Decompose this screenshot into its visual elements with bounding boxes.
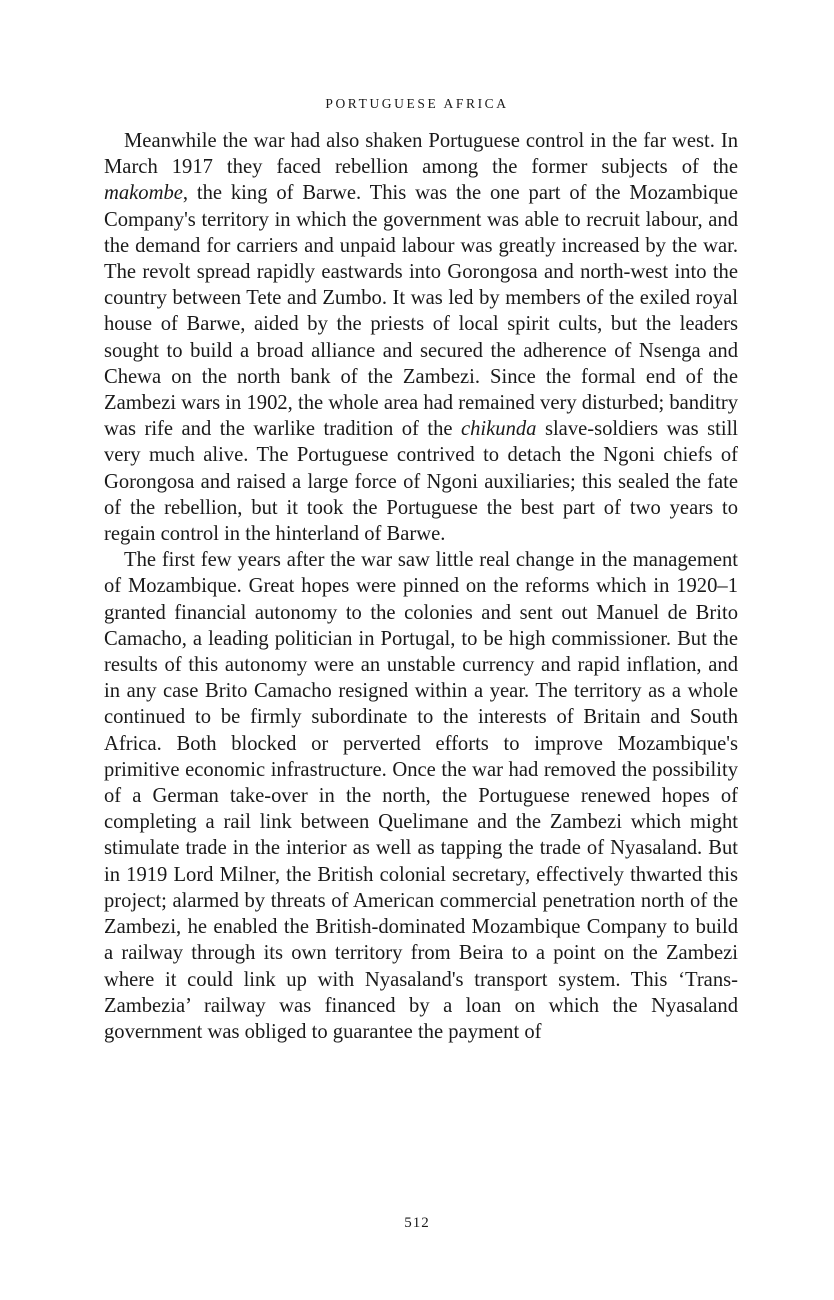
running-head: PORTUGUESE AFRICA — [325, 96, 509, 111]
italic-term-makombe: makombe — [104, 182, 183, 205]
italic-term-chikunda: chikunda — [460, 418, 537, 441]
paragraph-1 — [104, 128, 738, 547]
paragraph-1-text-2: , the king of Barwe. This was the one part of the Mozambique Company's territory in which the government was able to recruit labour, and the demand for carriers and unpaid labour was greatly increased by the war. The revolt spread rapidly eastwards into Gorongosa and north-west into the country between Tete and Zumbo. It was led by members of the exiled royal house of Barwe, aided by the priests of local spirit cults, but the leaders sought to build a broad alliance and secured the adherence of Nsenga and Chewa on the north bank of the Zambezi. Since the formal end of the Zambezi wars in 1902, the whole area had remained very disturbed; banditry was rife and the warlike tradition of the — [104, 182, 738, 441]
paragraph-1-text-1: Meanwhile the war had also shaken Portuguese control in the far west. In March 1917 they faced rebellion among the former subjects of the — [104, 130, 738, 179]
page-number: 512 — [404, 1215, 430, 1231]
paragraph-2 — [104, 547, 738, 1045]
paragraph-1-text-3: slave-soldiers was still very much alive. The Portuguese contrived to detach the Ngoni chiefs of Gorongosa and raised a large force of Ngoni auxiliaries; this sealed the fate of the rebellion, but it took the Portuguese the best part of two years to regain control in the hinterland of Barwe. — [104, 418, 739, 546]
body-text — [104, 128, 738, 1045]
paragraph-2-text: The first few years after the war saw little real change in the management of Mozambique. Great hopes were pinned on the reforms which in 1920–1 granted financial autonomy to the colonies and sent out Manuel de Brito Camacho, a leading politician in Portugal, to be high commissioner. But the results of this autonomy were an unstable currency and rapid inflation, and in any case Brito Camacho resigned within a year. The territory as a whole continued to be firmly subordinate to the interests of Britain and South Africa. Both blocked or perverted efforts to improve Mozambique's primitive economic infrastructure. Once the war had removed the possibility of a German take-over in the north, the Portuguese renewed hopes of completing a rail link between Quelimane and the Zambezi which might stimulate trade in the interior as well as tapping the trade of Nyasaland. But in 1919 Lord Milner, the British colonial secretary, effectively thwarted this project; alarmed by threats of American commercial penetration north of the Zambezi, he enabled the British-dominated Mozambique Company to build a railway through its own territory from Beira to a point on the Zambezi where it could link up with Nyasaland's transport system. This ‘Trans-Zambezia’ railway was financed by a loan on which the Nyasaland government was obliged to guarantee the payment of — [104, 549, 738, 1043]
